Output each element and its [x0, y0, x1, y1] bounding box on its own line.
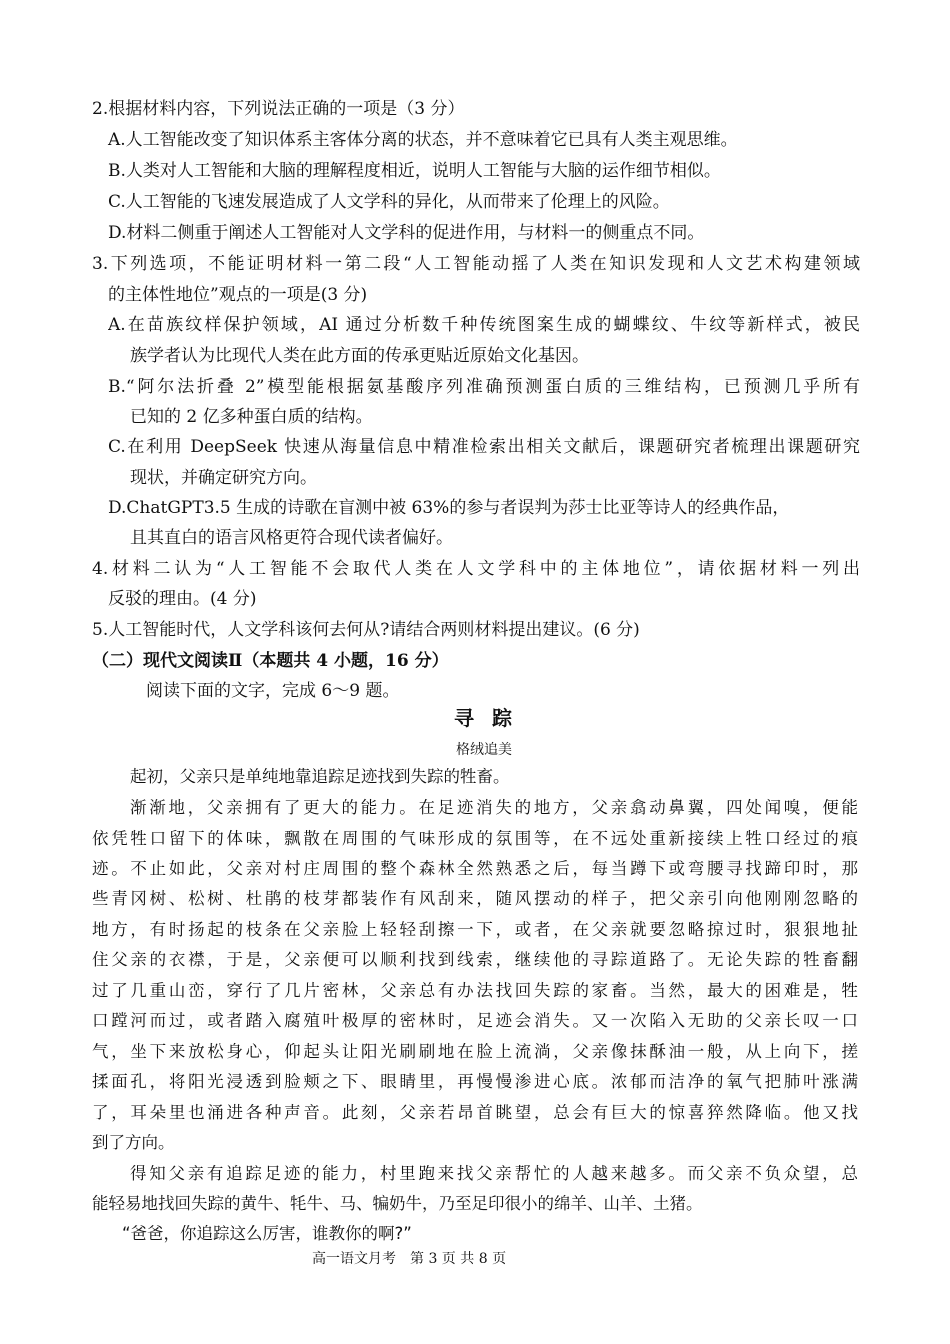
- article-p2-line: 气，坐下来放松身心，仰起头让阳光刷刷地在脸上流淌，父亲像抹酥油一般，从上向下，搓: [92, 1042, 858, 1061]
- q3-stem-line2: 的主体性地位”观点的一项是(3 分): [108, 285, 368, 305]
- q3-stem-line1: 3.下列选项，不能证明材料一第二段“人工智能动摇了人类在知识发现和人文艺术构建领域: [92, 254, 860, 274]
- article-paragraph-1: 起初，父亲只是单纯地靠追踪足迹找到失踪的牲畜。: [130, 767, 510, 786]
- q3-option-c-line1: C.在利用 DeepSeek 快速从海量信息中精准检索出相关文献后，课题研究者梳理出课题研究: [108, 437, 860, 457]
- article-p2-line: 住父亲的衣襟，于是，父亲便可以顺利找到线索，继续他的寻踪道路了。无论失踪的牲畜翻: [92, 950, 858, 969]
- article-p2-line: 了，耳朵里也涌进各种声音。此刻，父亲若昂首眺望，总会有巨大的惊喜猝然降临。他又找: [92, 1103, 858, 1122]
- article-p3-line: 能轻易地找回失踪的黄牛、牦牛、马、犏奶牛，乃至足印很小的绵羊、山羊、土猪。: [92, 1194, 703, 1213]
- q2-option-a: A.人工智能改变了知识体系主客体分离的状态，并不意味着它已具有人类主观思维。: [108, 130, 738, 150]
- article-title: 寻踪: [454, 706, 530, 730]
- article-p2-line: 迹。不止如此，父亲对村庄周围的整个森林全然熟悉之后，每当蹲下或弯腰寻找蹄印时，那: [92, 859, 858, 878]
- q2-option-c: C.人工智能的飞速发展造成了人文学科的异化，从而带来了伦理上的风险。: [108, 192, 670, 212]
- q3-option-c-line2: 现状，并确定研究方向。: [130, 468, 317, 488]
- article-p2-line: 渐渐地，父亲拥有了更大的能力。在足迹消失的地方，父亲翕动鼻翼，四处闻嗅，便能: [130, 798, 858, 817]
- article-p2-line: 到了方向。: [92, 1133, 175, 1152]
- q3-option-d-line2: 且其直白的语言风格更符合现代读者偏好。: [130, 528, 453, 548]
- section-instruction: 阅读下面的文字，完成 6～9 题。: [146, 681, 400, 701]
- section-heading: （二）现代文阅读Ⅱ（本题共 4 小题，16 分）: [92, 651, 449, 671]
- page-footer: 高一语文月考 第 3 页 共 8 页: [312, 1251, 507, 1267]
- article-p2-line: 口蹚河而过，或者踏入腐殖叶极厚的密林时，足迹会消失。又一次陷入无助的父亲长叹一口: [92, 1011, 858, 1030]
- q4-line2: 反驳的理由。(4 分): [108, 589, 257, 609]
- q4-line1: 4.材料二认为“人工智能不会取代人类在人文学科中的主体地位”，请依据材料一列出: [92, 559, 860, 579]
- q2-option-b: B.人类对人工智能和大脑的理解程度相近，说明人工智能与大脑的运作细节相似。: [108, 161, 721, 181]
- q3-option-a-line1: A.在苗族纹样保护领域，AI 通过分析数千种传统图案生成的蝴蝶纹、牛纹等新样式，被民: [108, 315, 860, 335]
- q3-option-d-line1: D.ChatGPT3.5 生成的诗歌在盲测中被 63%的参与者误判为莎士比亚等诗人的经典作品，: [108, 498, 790, 518]
- article-p2-line: 揉面孔，将阳光浸透到脸颊之下、眼睛里，再慢慢渗进心底。浓郁而洁净的氧气把肺叶涨满: [92, 1072, 858, 1091]
- q3-option-b-line1: B.“阿尔法折叠 2”模型能根据氨基酸序列准确预测蛋白质的三维结构，已预测几乎所有: [108, 377, 860, 397]
- q3-option-a-line2: 族学者认为比现代人类在此方面的传承更贴近原始文化基因。: [130, 346, 589, 366]
- q3-option-b-line2: 已知的 2 亿多种蛋白质的结构。: [130, 407, 373, 427]
- article-p2-line: 地方，有时扬起的枝条在父亲脸上轻轻刮擦一下，或者，在父亲就要忽略掠过时，狠狠地扯: [92, 920, 858, 939]
- article-author: 格绒追美: [456, 742, 512, 758]
- q5-line: 5.人工智能时代，人文学科该何去何从?请结合两则材料提出建议。(6 分): [92, 620, 640, 640]
- article-p3-line: 得知父亲有追踪足迹的能力，村里跑来找父亲帮忙的人越来越多。而父亲不负众望，总: [130, 1164, 858, 1183]
- q2-stem: 2.根据材料内容，下列说法正确的一项是（3 分）: [92, 99, 465, 119]
- article-paragraph-4: “爸爸，你追踪这么厉害，谁教你的啊?”: [122, 1224, 412, 1243]
- article-p2-line: 过了几重山峦，穿行了几片密林，父亲总有办法找回失踪的家畜。当然，最大的困难是，牲: [92, 981, 858, 1000]
- article-p2-line: 依凭牲口留下的体味，飘散在周围的气味形成的氛围等，在不远处重新接续上牲口经过的痕: [92, 829, 858, 848]
- article-p2-line: 些青冈树、松树、杜鹃的枝芽都装作有风刮来，随风摆动的样子，把父亲引向他刚刚忽略的: [92, 889, 858, 908]
- q2-option-d: D.材料二侧重于阐述人工智能对人文学科的促进作用，与材料一的侧重点不同。: [108, 223, 705, 243]
